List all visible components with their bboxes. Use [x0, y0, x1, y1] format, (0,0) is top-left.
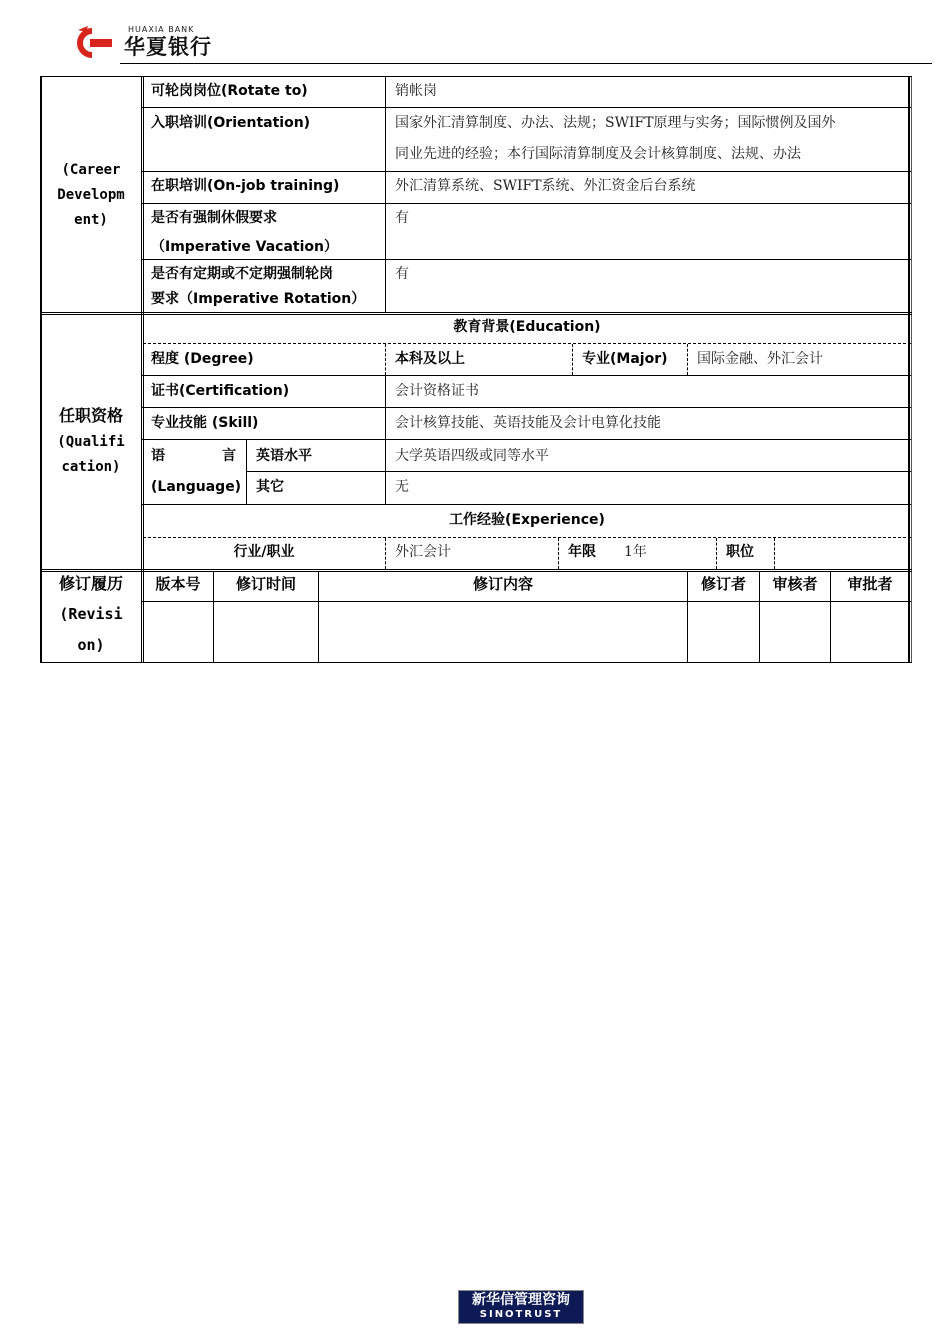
revision-label-cn: 修订履历: [58, 574, 123, 593]
on-job-training-label: 在职培训(On-job training): [151, 178, 340, 194]
imperative-vacation-value: 有: [395, 210, 409, 226]
rotate-to-value: 销帐岗: [395, 83, 437, 99]
qualification-label-en-2: cation): [61, 459, 121, 475]
other-language-label: 其它: [256, 479, 284, 495]
language-label-1: 语: [151, 448, 165, 464]
imperative-vacation-label-line-1: 是否有强制休假要求: [151, 210, 277, 226]
career-section-label: [42, 160, 140, 230]
orientation-value-line-1: 国家外汇清算制度、办法、法规；SWIFT原理与实务；国际惯例及国外: [395, 115, 836, 131]
skill-label: 专业技能 (Skill): [151, 415, 259, 431]
english-level-value: 大学英语四级或同等水平: [395, 448, 549, 464]
orientation-label: 入职培训(Orientation): [151, 115, 311, 131]
sinotrust-badge: [458, 1290, 584, 1324]
rotate-to-label: 可轮岗岗位(Rotate to): [151, 83, 308, 99]
degree-value: 本科及以上: [395, 351, 465, 367]
revision-header-content: 修订内容: [472, 575, 533, 593]
skill-value: 会计核算技能、英语技能及会计电算化技能: [395, 415, 661, 431]
industry-value: 外汇会计: [395, 544, 451, 560]
certification-value: 会计资格证书: [395, 383, 479, 399]
language-label-en: (Language): [151, 479, 242, 495]
certification-label: 证书(Certification): [151, 383, 290, 399]
qualification-label-cn: 任职资格: [58, 406, 123, 425]
orientation-value-line-2: 同业先进的经验；本行国际清算制度及会计核算制度、法规、办法: [395, 146, 801, 162]
revision-header-version: 版本号: [155, 575, 201, 593]
footer-brand-en: SINOTRUST: [479, 1309, 563, 1320]
brand-name-en: HUAXIA BANK: [128, 25, 195, 34]
career-label-line: ent): [74, 212, 108, 228]
imperative-vacation-label-line-2: （Imperative Vacation）: [151, 239, 338, 255]
revision-label-en-2: on): [77, 636, 105, 654]
revision-header-reviewer: 审核者: [772, 575, 818, 593]
other-language-value: 无: [395, 479, 409, 495]
huaxia-bank-logo-icon: [70, 24, 114, 62]
years-value: 1年: [624, 544, 647, 560]
industry-label: 行业/职业: [233, 544, 295, 560]
revision-header-reviser: 修订者: [700, 575, 746, 593]
language-label-2: 言: [222, 448, 236, 464]
english-level-label: 英语水平: [256, 448, 312, 464]
position-label: 职位: [726, 544, 754, 560]
imperative-rotation-label-line-2: 要求（Imperative Rotation）: [151, 291, 366, 307]
career-label-line: (Career: [61, 162, 121, 178]
imperative-rotation-value: 有: [395, 266, 409, 282]
years-label: 年限: [568, 544, 596, 560]
career-label-line: Developm: [57, 187, 125, 203]
qualification-label-en-1: (Qualifi: [57, 434, 125, 450]
major-label: 专业(Major): [582, 351, 668, 367]
education-title: 教育背景(Education): [453, 319, 601, 335]
degree-label: 程度 (Degree): [151, 351, 254, 367]
brand-name-cn: 华夏银行: [124, 35, 212, 59]
revision-label-en-1: (Revisi: [59, 605, 123, 623]
revision-header-time: 修订时间: [235, 575, 296, 593]
on-job-training-value: 外汇清算系统、SWIFT系统、外汇资金后台系统: [395, 178, 696, 194]
header-rule: [120, 63, 932, 64]
revision-header-approver: 审批者: [847, 575, 893, 593]
major-value: 国际金融、外汇会计: [697, 351, 823, 367]
imperative-rotation-label-line-1: 是否有定期或不定期强制轮岗: [151, 266, 333, 282]
experience-title: 工作经验(Experience): [449, 512, 605, 528]
footer-brand-cn: 新华信管理咨询: [472, 1292, 570, 1308]
